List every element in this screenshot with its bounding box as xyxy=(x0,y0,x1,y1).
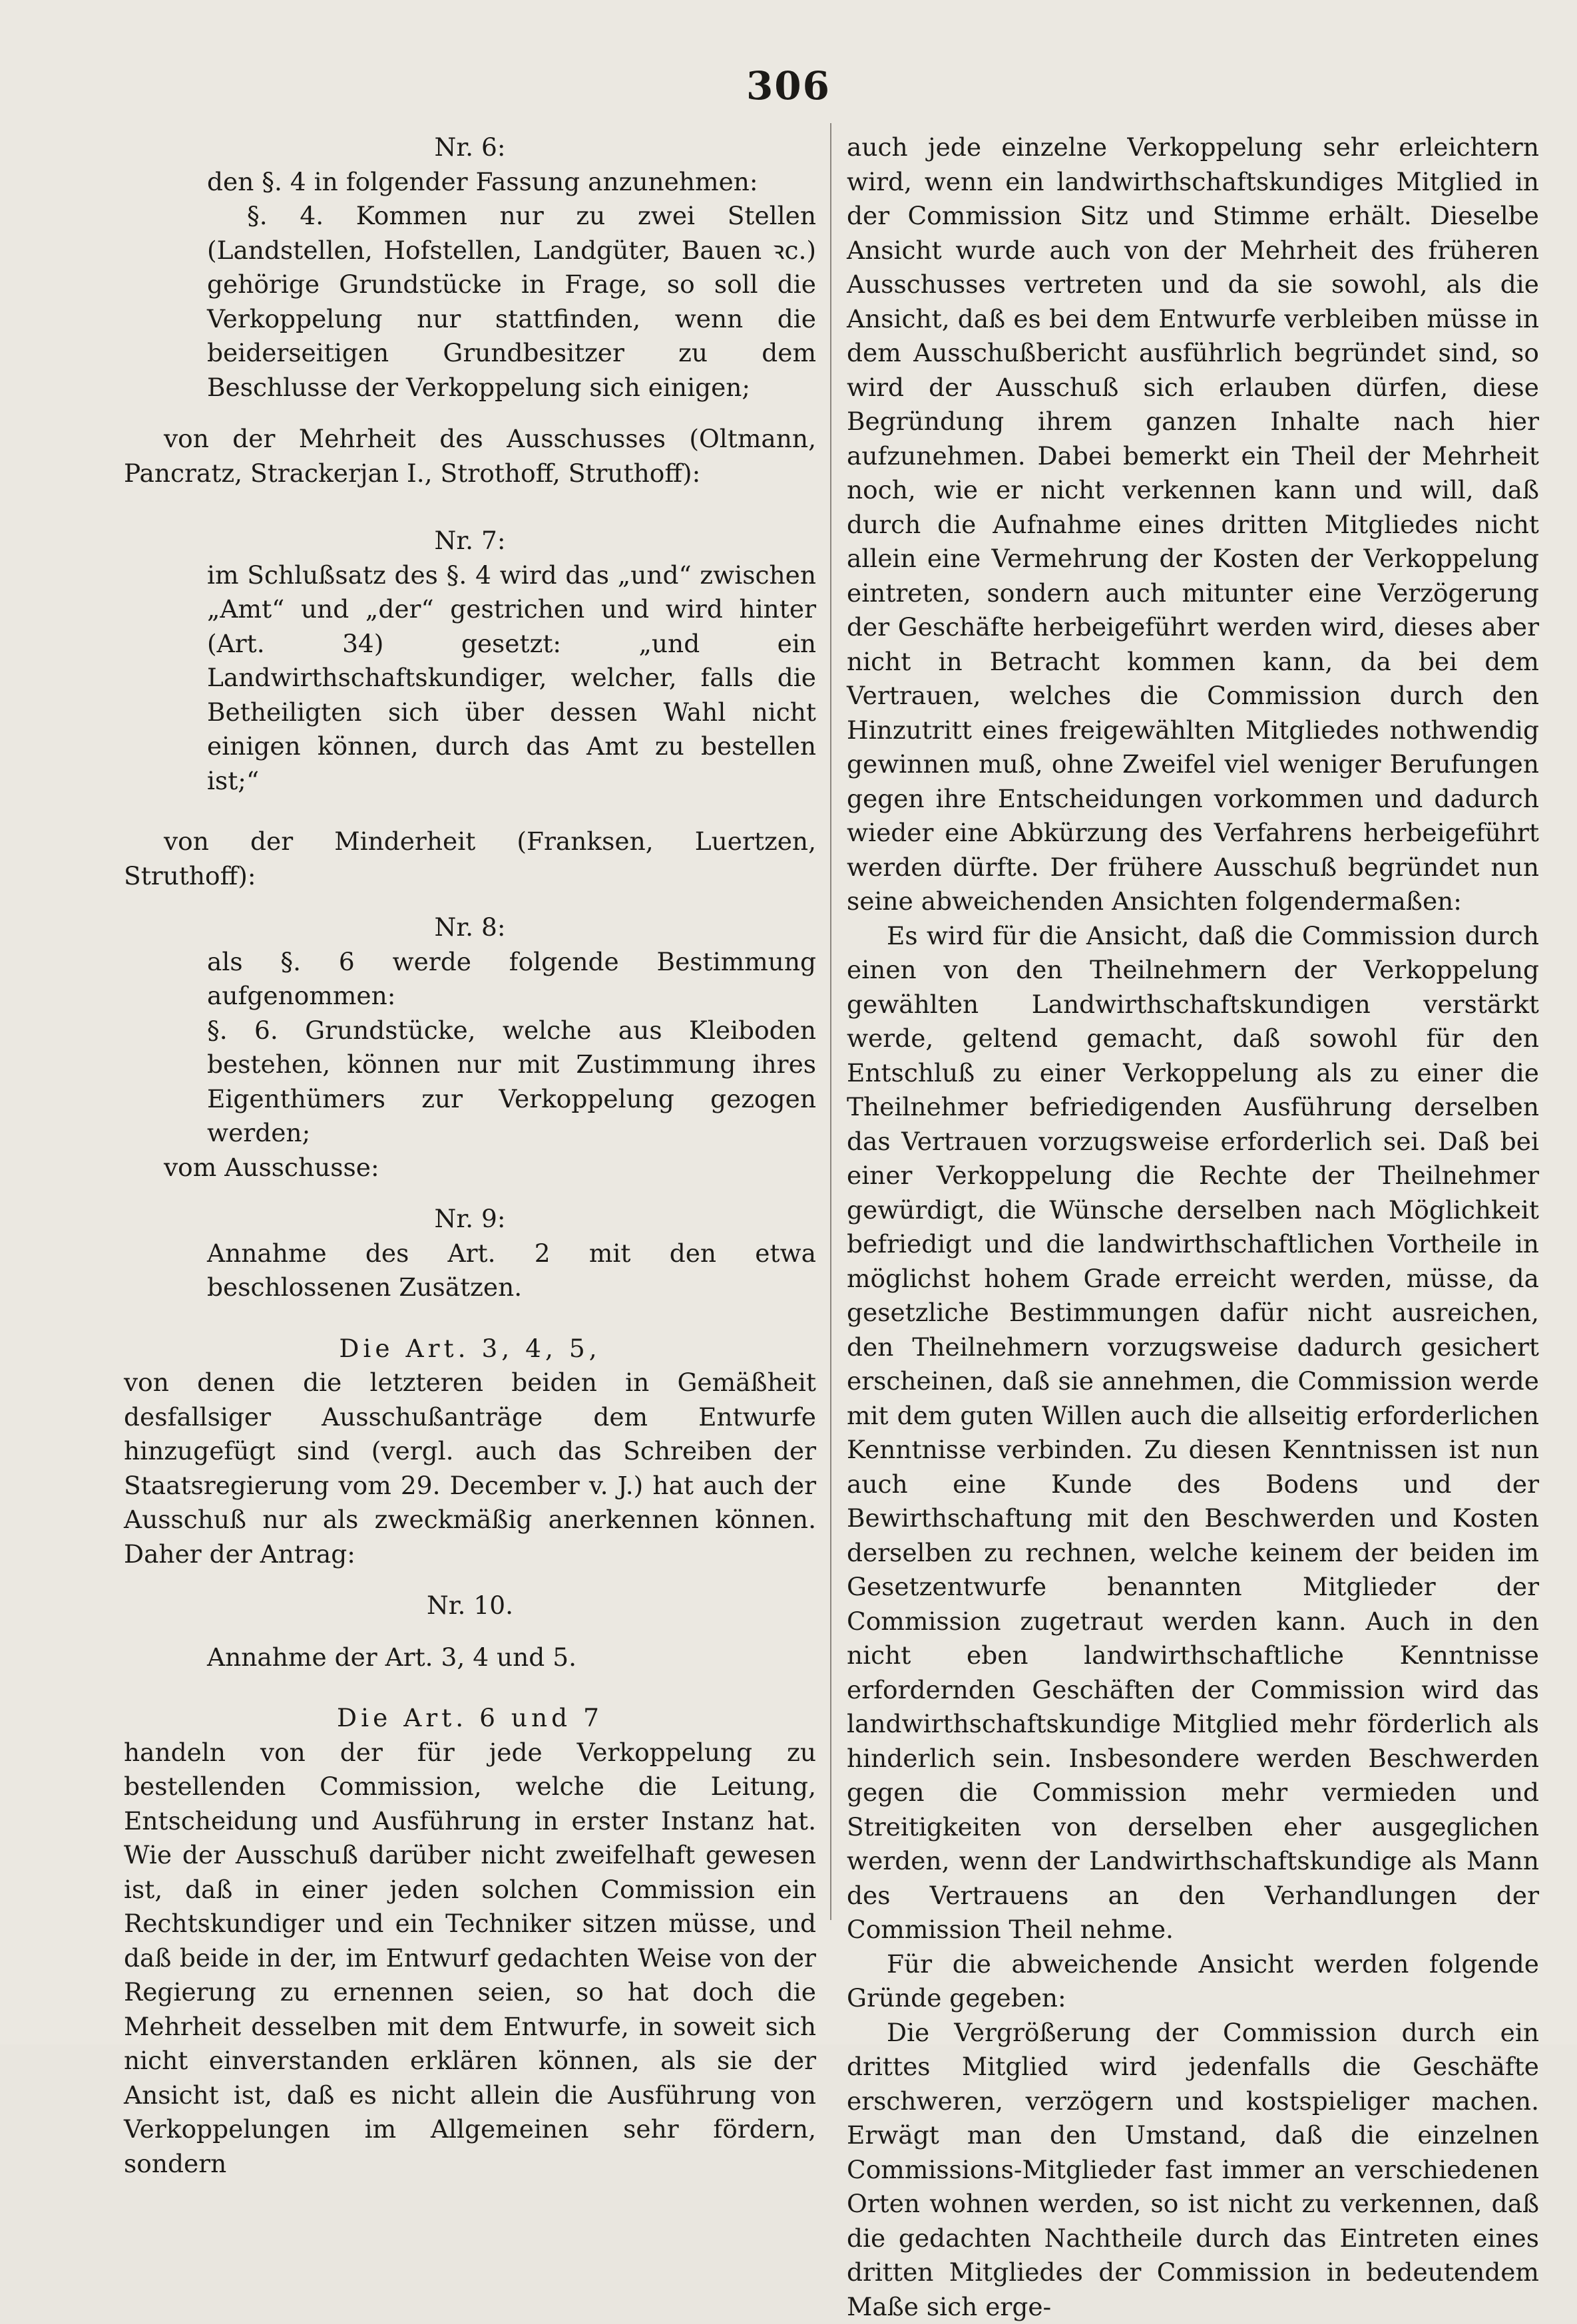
right-paragraph-1: auch jede einzelne Verkoppelung sehr erleichtern wird, wenn ein landwirthschaftskundiges Mitglied in der Commission Sitz und Stimme erhält. Dieselbe Ansicht wurde auch von der Mehrheit des früheren Ausschusses vertreten und da sie sowohl, als die Ansicht, daß es bei dem Entwurfe verbleiben müsse in dem Ausschußbericht ausführlich begründet sind, so wird der Ausschuß sich erlauben dürfen, diese Begründung ihrem ganzen Inhalte nach hier aufzunehmen. Dabei bemerkt ein Theil der Mehrheit noch, wie er nicht verkennen kann und will, daß durch die Aufnahme eines dritten Mitgliedes nicht allein eine Vermehrung der Kosten der Verkoppelung eintreten, sondern auch mitunter eine Verzögerung der Geschäfte herbeigeführt werden wird, dieses aber nicht in Betracht kommen kann, da bei dem Vertrauen, welches die Commission durch den Hinzutritt eines freigewählten Mitgliedes nothwendig gewinnen muß, ohne Zweifel viel weniger Berufungen gegen ihre Entscheidungen vorkommen und dadurch wieder eine Abkürzung des Verfahrens herbeigeführt werden dürfte. Der frühere Ausschuß begründet nun seine abweichenden Ansichten folgendermaßen: xyxy=(847,130,1539,919)
column-divider xyxy=(830,123,831,1920)
right-paragraph-2: Es wird für die Ansicht, daß die Commission durch einen von den Theilnehmern der Verkoppelung gewählten Landwirthschaftskundigen verstärkt werde, geltend gemacht, daß sowohl für den Entschluß zu einer Verkoppelung als zu einer die Theilnehmer befriedigenden Ausführung derselben das Vertrauen vorzugsweise erforderlich sei. Daß bei einer Verkoppelung die Rechte der Theilnehmer gewürdigt, die Wünsche derselben nach Möglichkeit befriedigt und die landwirthschaftlichen Vortheile in möglichst hohem Grade erreicht werden, müsse, da gesetzliche Bestimmungen dafür nicht ausreichen, den Theilnehmern vorzugsweise dadurch gesichert erscheinen, daß sie annehmen, die Commission werde mit dem guten Willen auch die allseitig erforderlichen Kenntnisse verbinden. Zu diesen Kenntnissen ist nun auch eine Kunde des Bodens und der Bewirthschaftung mit den Beschwerden und Kosten derselben zu rechnen, welche keinem der beiden im Gesetzentwurfe benannten Mitglieder der Commission zugetraut werden kann. Auch in den nicht eben landwirthschaftliche Kenntnisse erfordernden Geschäften der Commission wird das landwirthschaftskundige Mitglied mehr förderlich als hinderlich sein. Insbesondere werden Beschwerden gegen die Commission mehr vermieden und Streitigkeiten von derselben eher ausgeglichen werden, wenn der Landwirthschaftskundige als Mann des Vertrauens an den Verhandlungen der Commission Theil nehme. xyxy=(847,919,1539,1947)
heading-nr8: Nr. 8: xyxy=(124,910,816,945)
heading-art67: Die Art. 6 und 7 xyxy=(124,1701,816,1736)
left-column xyxy=(124,130,816,2181)
art67-text: handeln von der für jede Verkoppelung zu bestellenden Commission, welche die Leitung, Entscheidung und Ausführung in erster Instanz hat. Wie der Ausschuß darüber nicht zweifelhaft gewesen ist, daß in einer jeden solchen Commission ein Rechtskundiger und ein Techniker sitzen müsse, und daß beide in der, im Entwurf gedachten Weise von der Regierung zu ernennen seien, so hat doch die Mehrheit desselben mit dem Entwurfe, in soweit sich nicht einverstanden erklären können, als sie der Ansicht ist, daß es nicht allein die Ausführung von Verkoppelungen im Allgemeinen sehr fördern, sondern xyxy=(124,1736,816,2182)
nr7-text: im Schlußsatz des §. 4 wird das „und“ zwischen „Amt“ und „der“ gestrichen und wird hinter (Art. 34) gesetzt: „und ein Landwirthschaftskundiger, welcher, falls die Betheiligten sich über dessen Wahl nicht einigen können, durch das Amt zu bestellen ist;“ xyxy=(124,558,816,799)
right-paragraph-3: Für die abweichende Ansicht werden folgende Gründe gegeben: xyxy=(847,1947,1539,2016)
page-number: 306 xyxy=(0,63,1577,108)
nr8-paragraph: §. 6. Grundstücke, welche aus Kleiboden bestehen, können nur mit Zustimmung ihres Eigenthümers zur Verkoppelung gezogen werden; xyxy=(124,1014,816,1151)
nr7-proposer: von der Minderheit (Franksen, Luertzen, Struthoff): xyxy=(124,825,816,893)
nr8-proposer: vom Ausschusse: xyxy=(124,1151,816,1185)
art345-text: von denen die letzteren beiden in Gemäßheit desfallsiger Ausschußanträge dem Entwurfe hinzugefügt sind (vergl. auch das Schreiben der Staatsregierung vom 29. December v. J.) hat auch der Ausschuß nur als zweckmäßig anerkennen können. Daher der Antrag: xyxy=(124,1366,816,1571)
nr9-text: Annahme des Art. 2 mit den etwa beschlossenen Zusätzen. xyxy=(124,1237,816,1305)
heading-nr7: Nr. 7: xyxy=(124,524,816,558)
right-paragraph-4: Die Vergrößerung der Commission durch ein drittes Mitglied wird jedenfalls die Geschäfte erschweren, verzögern und kostspieliger machen. Erwägt man den Umstand, daß die einzelnen Commissions-Mitglieder fast immer an verschiedenen Orten wohnen werden, so ist nicht zu verkennen, daß die gedachten Nachtheile durch das Eintreten eines dritten Mitgliedes der Commission in bedeutendem Maße sich erge- xyxy=(847,2016,1539,2324)
heading-nr6: Nr. 6: xyxy=(124,130,816,165)
nr8-text: als §. 6 werde folgende Bestimmung aufgenommen: xyxy=(124,945,816,1014)
nr6-text: den §. 4 in folgender Fassung anzunehmen: xyxy=(124,165,816,200)
nr6-paragraph: §. 4. Kommen nur zu zwei Stellen (Landstellen, Hofstellen, Landgüter, Bauen ꝛc.) gehörige Grundstücke in Frage, so soll die Verkoppelung nur stattfinden, wenn die beiderseitigen Grundbesitzer zu dem Beschlusse der Verkoppelung sich einigen; xyxy=(124,199,816,405)
nr6-proposer: von der Mehrheit des Ausschusses (Oltmann, Pancratz, Strackerjan I., Strothoff, Struthoff): xyxy=(124,422,816,490)
right-column xyxy=(847,130,1539,2324)
heading-nr9: Nr. 9: xyxy=(124,1202,816,1237)
nr10-text: Annahme der Art. 3, 4 und 5. xyxy=(124,1641,816,1675)
heading-art345: Die Art. 3, 4, 5, xyxy=(124,1332,816,1366)
heading-nr10: Nr. 10. xyxy=(124,1589,816,1623)
